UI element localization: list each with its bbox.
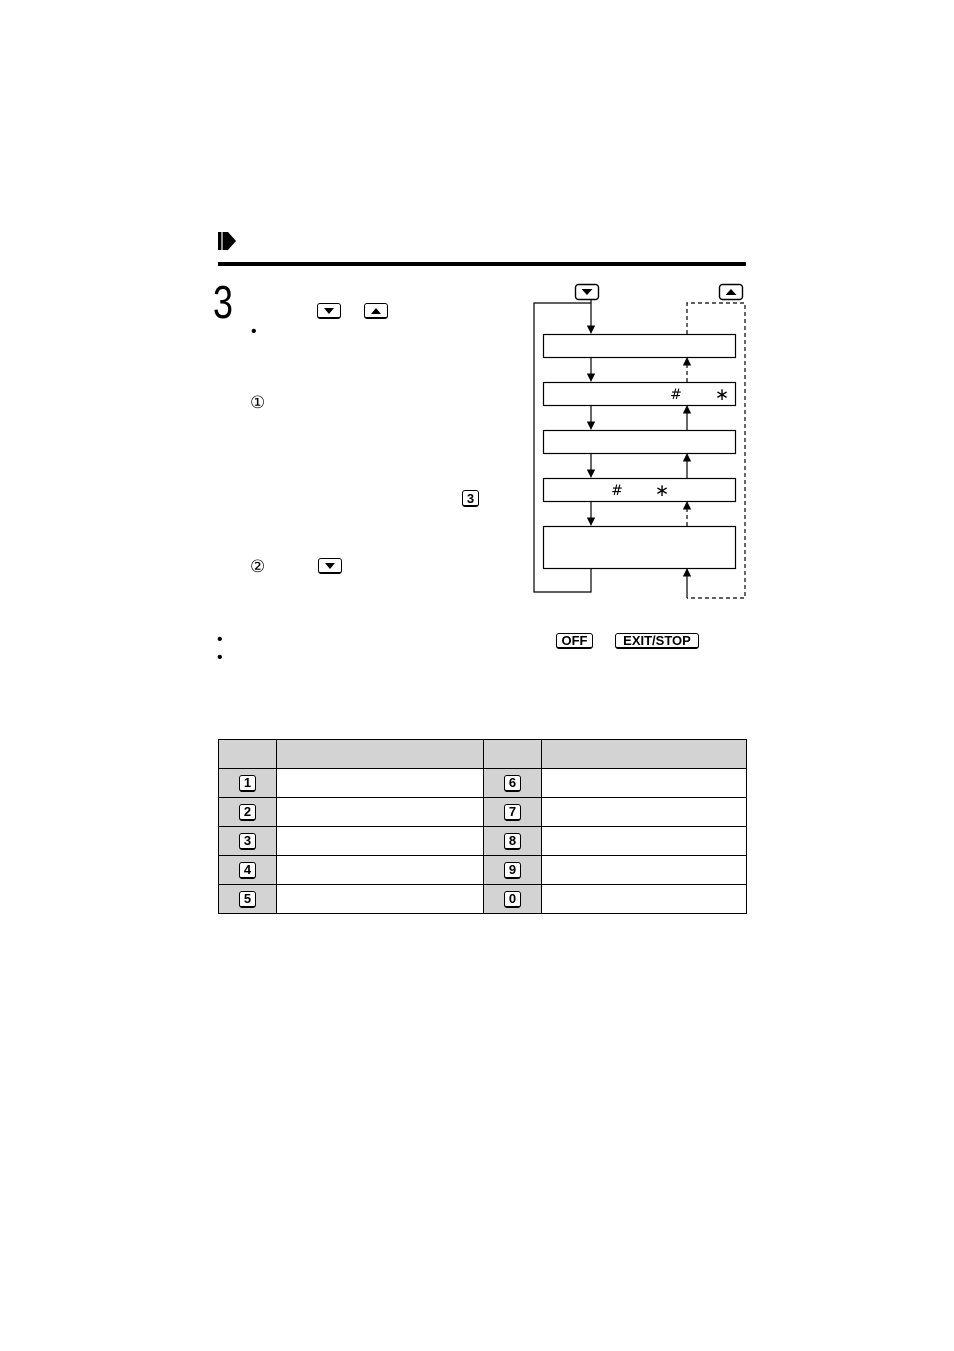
menu-box-2	[544, 383, 736, 406]
table-cell	[542, 856, 747, 885]
key-table	[218, 739, 747, 914]
substep-2-marker: ②	[250, 557, 266, 576]
key-8-icon: 8	[504, 833, 521, 850]
table-cell	[277, 798, 484, 827]
box-4-star: ∗	[654, 481, 670, 501]
header-cell	[219, 740, 277, 769]
menu-box-3	[544, 431, 736, 454]
key-1-icon: 1	[239, 775, 256, 792]
note-bullet-2: •	[217, 649, 223, 666]
box-4-hash: #	[611, 483, 623, 499]
menu-box-1	[544, 335, 736, 358]
step-bullet: •	[251, 323, 257, 340]
key-5-icon: 5	[239, 891, 256, 908]
key-3-icon: 3	[239, 833, 256, 850]
diagram-up-key-icon	[720, 285, 743, 300]
table-cell	[277, 769, 484, 798]
header-cell	[542, 740, 747, 769]
table-cell	[277, 827, 484, 856]
table-row	[219, 856, 747, 885]
box-2-star: ∗	[714, 385, 730, 405]
key-9-icon: 9	[504, 862, 521, 879]
key-2-icon: 2	[239, 804, 256, 821]
table-cell	[277, 885, 484, 914]
table-row	[219, 769, 747, 798]
diagram-down-key-icon	[576, 285, 599, 300]
note-bullet-1: •	[217, 631, 223, 648]
table-cell	[542, 769, 747, 798]
table-header-row	[219, 740, 747, 769]
table-cell	[542, 798, 747, 827]
table-cell	[542, 827, 747, 856]
menu-box-4	[544, 479, 736, 502]
table-row	[219, 885, 747, 914]
table-cell	[277, 856, 484, 885]
table-row	[219, 827, 747, 856]
substep-1-marker: ①	[250, 393, 266, 412]
exit-stop-key: EXIT/STOP	[615, 633, 699, 649]
header-cell	[484, 740, 542, 769]
step-number: 3	[213, 276, 233, 328]
header-cell	[277, 740, 484, 769]
key-7-icon: 7	[504, 804, 521, 821]
table-cell	[542, 885, 747, 914]
box-2-hash: #	[670, 387, 682, 403]
menu-box-5	[544, 527, 736, 569]
table-row	[219, 798, 747, 827]
key-4-icon: 4	[239, 862, 256, 879]
off-key: OFF	[556, 633, 593, 649]
key-6-icon: 6	[504, 775, 521, 792]
key-3-icon: 3	[462, 490, 479, 507]
key-0-icon: 0	[504, 891, 521, 908]
